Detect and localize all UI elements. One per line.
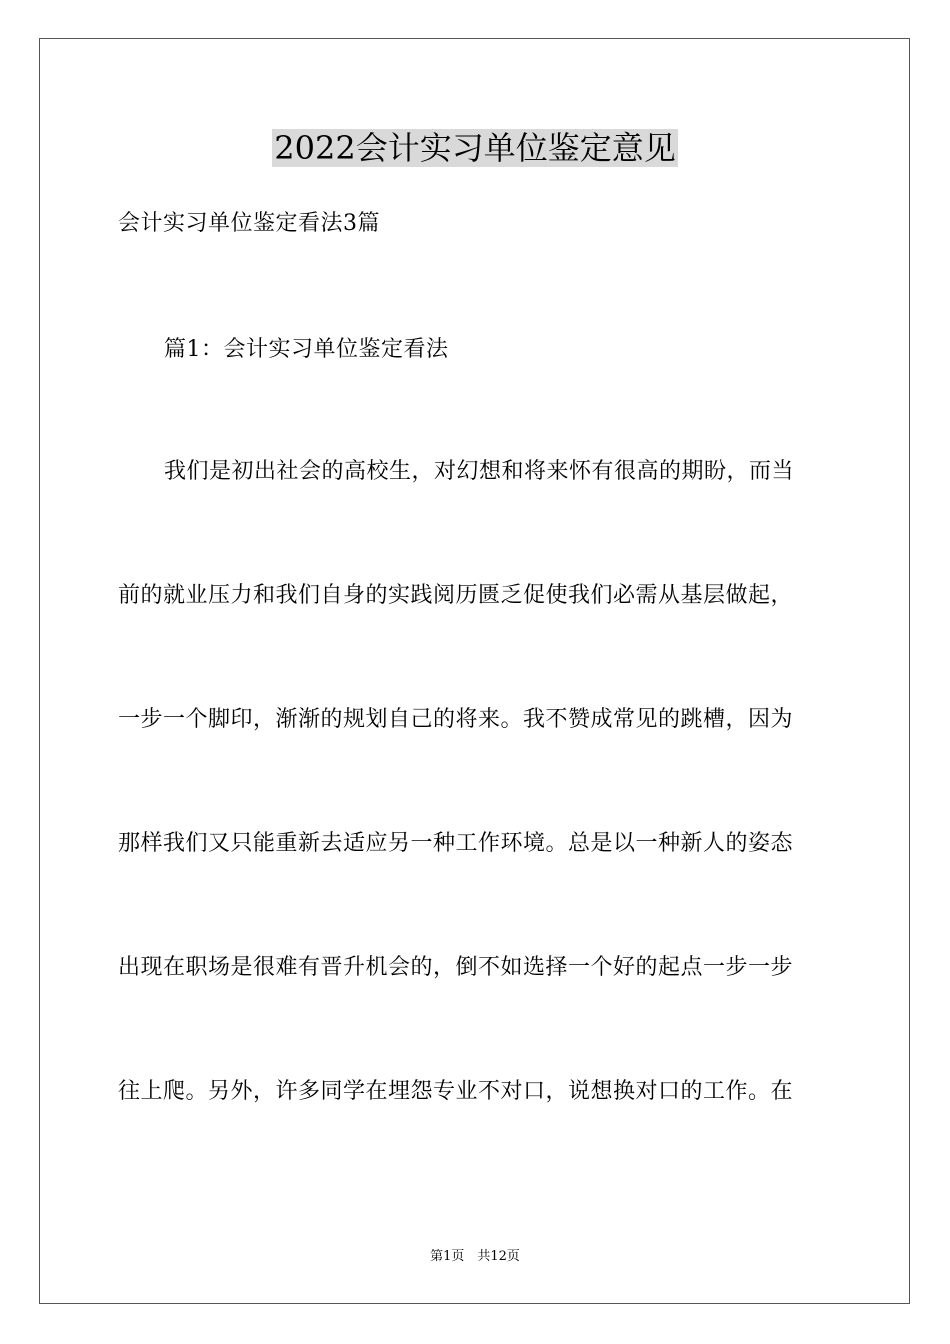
paragraph-line: 出现在职场是很难有晋升机会的，倒不如选择一个好的起点一步一步	[118, 955, 794, 980]
paragraph-line: 那样我们又只能重新去适应另一种工作环境。总是以一种新人的姿态	[118, 831, 794, 856]
paragraph-line: 一步一个脚印，渐渐的规划自己的将来。我不赞成常见的跳槽，因为	[118, 707, 794, 732]
section-heading: 篇1：会计实习单位鉴定看法	[164, 337, 449, 362]
paragraph-line: 前的就业压力和我们自身的实践阅历匮乏促使我们必需从基层做起，	[118, 583, 794, 608]
paragraph-line: 我们是初出社会的高校生，对幻想和将来怀有很高的期盼，而当	[164, 459, 795, 484]
paragraph-line: 往上爬。另外，许多同学在埋怨专业不对口，说想换对口的工作。在	[118, 1079, 794, 1104]
document-subtitle: 会计实习单位鉴定看法3篇	[118, 211, 380, 236]
document-title	[0, 126, 950, 170]
page-footer: 第1页 共12页	[430, 1249, 520, 1264]
document-title-text: 2022会计实习单位鉴定意见	[274, 129, 676, 167]
